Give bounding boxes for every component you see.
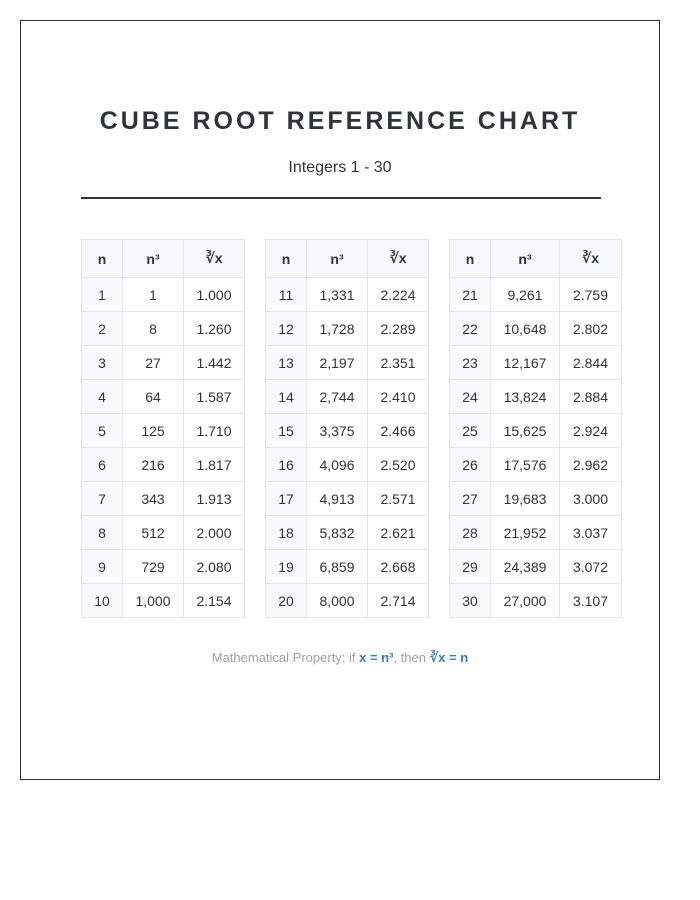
cell-n-cubed: 19,683 xyxy=(491,482,560,516)
column-header-cube-root: ∛x xyxy=(560,240,622,278)
cell-n-cubed: 125 xyxy=(123,414,184,448)
cell-cube-root: 3.107 xyxy=(560,584,622,618)
table-row xyxy=(82,312,245,346)
cell-cube-root: 2.571 xyxy=(368,482,429,516)
column-header-cube-root: ∛x xyxy=(368,240,429,278)
cell-n-cubed: 9,261 xyxy=(491,278,560,312)
cell-n-cubed: 15,625 xyxy=(491,414,560,448)
cell-n: 12 xyxy=(266,312,307,346)
cell-n-cubed: 1,728 xyxy=(307,312,368,346)
column-header-n: n xyxy=(266,240,307,278)
cell-n-cubed: 4,913 xyxy=(307,482,368,516)
column-header-n: n xyxy=(82,240,123,278)
cell-cube-root: 1.000 xyxy=(184,278,245,312)
cell-n: 29 xyxy=(450,550,491,584)
cell-n-cubed: 216 xyxy=(123,448,184,482)
cell-cube-root: 2.410 xyxy=(368,380,429,414)
table-row xyxy=(266,584,429,618)
cell-cube-root: 2.924 xyxy=(560,414,622,448)
column-header-n: n xyxy=(450,240,491,278)
cell-n: 15 xyxy=(266,414,307,448)
table-row xyxy=(82,414,245,448)
table-row xyxy=(450,380,622,414)
table-row xyxy=(82,516,245,550)
cell-n: 4 xyxy=(82,380,123,414)
cell-n: 28 xyxy=(450,516,491,550)
table-row xyxy=(266,312,429,346)
table-row xyxy=(450,346,622,380)
cell-cube-root: 2.520 xyxy=(368,448,429,482)
cell-n-cubed: 343 xyxy=(123,482,184,516)
table-row xyxy=(266,346,429,380)
cell-cube-root: 1.442 xyxy=(184,346,245,380)
cell-cube-root: 2.224 xyxy=(368,278,429,312)
table-row xyxy=(266,448,429,482)
column-header-cube-root: ∛x xyxy=(184,240,245,278)
table-row xyxy=(266,482,429,516)
cell-n: 1 xyxy=(82,278,123,312)
cell-n: 5 xyxy=(82,414,123,448)
note-middle: , then xyxy=(393,650,430,665)
table-row xyxy=(450,312,622,346)
note-expression-root: ∛x = n xyxy=(429,650,469,665)
cell-cube-root: 2.714 xyxy=(368,584,429,618)
table-header-row xyxy=(450,240,622,278)
table-row xyxy=(82,380,245,414)
cell-n-cubed: 6,859 xyxy=(307,550,368,584)
cell-n: 20 xyxy=(266,584,307,618)
cell-cube-root: 3.037 xyxy=(560,516,622,550)
cell-n-cubed: 2,197 xyxy=(307,346,368,380)
cell-n: 26 xyxy=(450,448,491,482)
math-property-note xyxy=(21,650,659,666)
cube-root-table-1 xyxy=(81,239,245,618)
cell-n: 18 xyxy=(266,516,307,550)
cell-n-cubed: 8 xyxy=(123,312,184,346)
cell-n: 7 xyxy=(82,482,123,516)
cell-n: 21 xyxy=(450,278,491,312)
cell-cube-root: 2.351 xyxy=(368,346,429,380)
cell-n-cubed: 12,167 xyxy=(491,346,560,380)
table-row xyxy=(450,278,622,312)
page-title: CUBE ROOT REFERENCE CHART xyxy=(99,107,581,135)
cell-n: 16 xyxy=(266,448,307,482)
table-row xyxy=(266,414,429,448)
cell-n: 2 xyxy=(82,312,123,346)
cell-cube-root: 2.000 xyxy=(184,516,245,550)
reference-sheet xyxy=(20,20,660,780)
table-row xyxy=(82,550,245,584)
cell-n-cubed: 17,576 xyxy=(491,448,560,482)
cell-cube-root: 2.802 xyxy=(560,312,622,346)
cell-n-cubed: 24,389 xyxy=(491,550,560,584)
note-expression-cube: x = n³ xyxy=(359,650,394,665)
cell-n-cubed: 64 xyxy=(123,380,184,414)
cell-n: 10 xyxy=(82,584,123,618)
cell-cube-root: 2.759 xyxy=(560,278,622,312)
table-row xyxy=(82,584,245,618)
cell-n-cubed: 5,832 xyxy=(307,516,368,550)
cell-cube-root: 2.668 xyxy=(368,550,429,584)
cell-cube-root: 1.913 xyxy=(184,482,245,516)
table-row xyxy=(450,482,622,516)
table-row xyxy=(82,482,245,516)
cell-n: 6 xyxy=(82,448,123,482)
cell-n: 25 xyxy=(450,414,491,448)
cell-n: 8 xyxy=(82,516,123,550)
cell-n-cubed: 2,744 xyxy=(307,380,368,414)
cell-n-cubed: 21,952 xyxy=(491,516,560,550)
cell-n-cubed: 1,331 xyxy=(307,278,368,312)
cell-cube-root: 1.260 xyxy=(184,312,245,346)
cell-n-cubed: 4,096 xyxy=(307,448,368,482)
cell-n: 11 xyxy=(266,278,307,312)
cell-cube-root: 2.080 xyxy=(184,550,245,584)
cell-n: 22 xyxy=(450,312,491,346)
table-row xyxy=(266,516,429,550)
cell-n-cubed: 3,375 xyxy=(307,414,368,448)
cell-n-cubed: 13,824 xyxy=(491,380,560,414)
cell-n-cubed: 1,000 xyxy=(123,584,184,618)
cell-n-cubed: 10,648 xyxy=(491,312,560,346)
cell-cube-root: 2.154 xyxy=(184,584,245,618)
cell-n-cubed: 27,000 xyxy=(491,584,560,618)
table-row xyxy=(450,584,622,618)
cell-n-cubed: 8,000 xyxy=(307,584,368,618)
cell-cube-root: 1.710 xyxy=(184,414,245,448)
cell-cube-root: 1.587 xyxy=(184,380,245,414)
cell-cube-root: 2.962 xyxy=(560,448,622,482)
column-header-n-cubed: n³ xyxy=(491,240,560,278)
table-row xyxy=(450,550,622,584)
note-prefix: Mathematical Property: if xyxy=(211,650,360,665)
cell-n: 13 xyxy=(266,346,307,380)
cell-cube-root: 2.884 xyxy=(560,380,622,414)
cube-root-table-2 xyxy=(265,239,429,618)
cell-cube-root: 2.466 xyxy=(368,414,429,448)
table-row xyxy=(82,346,245,380)
cell-n-cubed: 1 xyxy=(123,278,184,312)
table-row xyxy=(266,380,429,414)
cell-n-cubed: 512 xyxy=(123,516,184,550)
cell-n: 30 xyxy=(450,584,491,618)
table-row xyxy=(450,516,622,550)
table-header-row xyxy=(82,240,245,278)
cell-n: 14 xyxy=(266,380,307,414)
cell-cube-root: 2.844 xyxy=(560,346,622,380)
table-row xyxy=(266,278,429,312)
table-row xyxy=(266,550,429,584)
cell-n: 23 xyxy=(450,346,491,380)
cell-n: 3 xyxy=(82,346,123,380)
cell-cube-root: 2.621 xyxy=(368,516,429,550)
cell-cube-root: 3.072 xyxy=(560,550,622,584)
table-row xyxy=(82,278,245,312)
cell-n-cubed: 729 xyxy=(123,550,184,584)
cell-n: 27 xyxy=(450,482,491,516)
cell-cube-root: 1.817 xyxy=(184,448,245,482)
table-row xyxy=(450,448,622,482)
cube-root-table-3 xyxy=(449,239,622,618)
cell-n: 17 xyxy=(266,482,307,516)
column-header-n-cubed: n³ xyxy=(307,240,368,278)
table-header-row xyxy=(266,240,429,278)
page-subtitle: Integers 1 - 30 xyxy=(288,159,392,176)
table-row xyxy=(82,448,245,482)
title-divider xyxy=(81,197,601,199)
cell-n: 9 xyxy=(82,550,123,584)
cell-cube-root: 3.000 xyxy=(560,482,622,516)
cell-n: 19 xyxy=(266,550,307,584)
cell-n-cubed: 27 xyxy=(123,346,184,380)
cell-n: 24 xyxy=(450,380,491,414)
table-row xyxy=(450,414,622,448)
column-header-n-cubed: n³ xyxy=(123,240,184,278)
cell-cube-root: 2.289 xyxy=(368,312,429,346)
